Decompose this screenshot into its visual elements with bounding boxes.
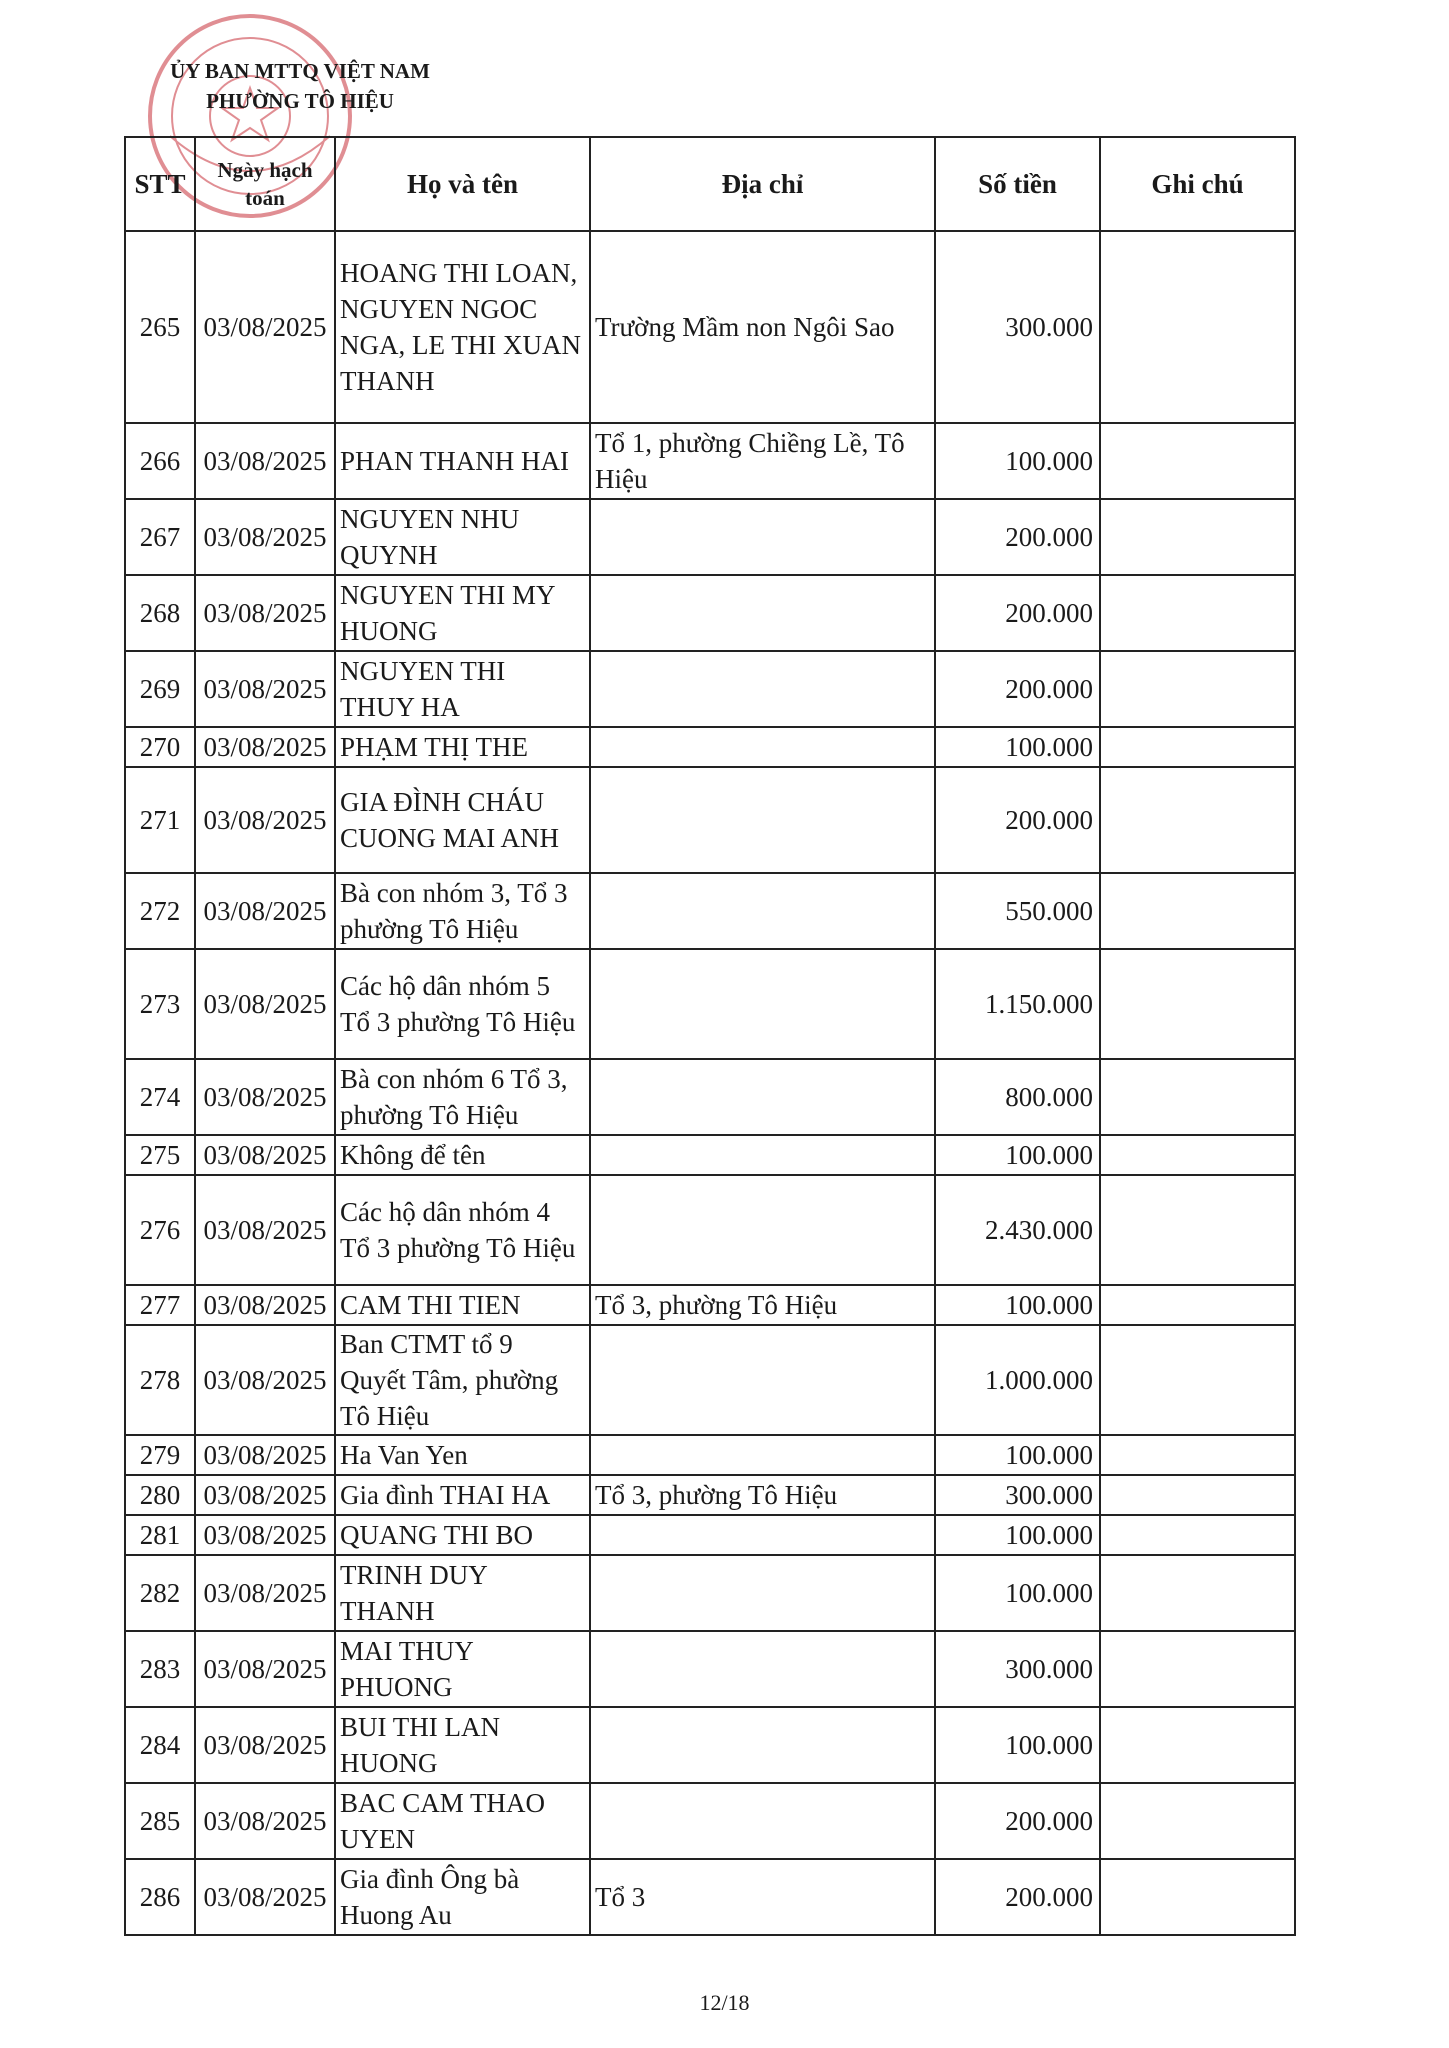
- org-ward: PHƯỜNG TÔ HIỆU: [206, 89, 394, 113]
- cell-date: 03/08/2025: [195, 1135, 335, 1175]
- cell-name: QUANG THI BO: [335, 1515, 590, 1555]
- cell-note: [1100, 1515, 1295, 1555]
- cell-date: 03/08/2025: [195, 1285, 335, 1325]
- cell-amount: 100.000: [935, 423, 1100, 499]
- cell-amount: 200.000: [935, 1859, 1100, 1935]
- cell-name: Bà con nhóm 3, Tổ 3 phường Tô Hiệu: [335, 873, 590, 949]
- cell-name: NGUYEN THI MY HUONG: [335, 575, 590, 651]
- table-row: [125, 1783, 1295, 1859]
- table-row: [125, 231, 1295, 423]
- cell-address: [590, 1783, 935, 1859]
- cell-address: [590, 1435, 935, 1475]
- cell-stt: 284: [125, 1707, 195, 1783]
- cell-stt: 278: [125, 1325, 195, 1435]
- cell-date: 03/08/2025: [195, 767, 335, 873]
- table-row: [125, 499, 1295, 575]
- cell-note: [1100, 1435, 1295, 1475]
- donation-ledger-table: [124, 136, 1296, 1936]
- cell-name: PHẠM THỊ THE: [335, 727, 590, 767]
- table-row: [125, 1475, 1295, 1515]
- cell-amount: 200.000: [935, 651, 1100, 727]
- cell-date: 03/08/2025: [195, 1175, 335, 1285]
- cell-address: [590, 727, 935, 767]
- cell-address: [590, 1135, 935, 1175]
- cell-stt: 273: [125, 949, 195, 1059]
- cell-address: [590, 767, 935, 873]
- cell-name: Các hộ dân nhóm 5 Tổ 3 phường Tô Hiệu: [335, 949, 590, 1059]
- cell-amount: 100.000: [935, 727, 1100, 767]
- cell-stt: 285: [125, 1783, 195, 1859]
- cell-note: [1100, 727, 1295, 767]
- cell-note: [1100, 1707, 1295, 1783]
- cell-name: MAI THUY PHUONG: [335, 1631, 590, 1707]
- cell-note: [1100, 1475, 1295, 1515]
- cell-address: [590, 1631, 935, 1707]
- cell-stt: 266: [125, 423, 195, 499]
- cell-stt: 277: [125, 1285, 195, 1325]
- cell-amount: 300.000: [935, 1475, 1100, 1515]
- cell-stt: 269: [125, 651, 195, 727]
- cell-amount: 100.000: [935, 1285, 1100, 1325]
- cell-stt: 280: [125, 1475, 195, 1515]
- cell-note: [1100, 1135, 1295, 1175]
- cell-date: 03/08/2025: [195, 1631, 335, 1707]
- cell-stt: 268: [125, 575, 195, 651]
- cell-note: [1100, 767, 1295, 873]
- table-row: [125, 1435, 1295, 1475]
- cell-note: [1100, 1555, 1295, 1631]
- page-number: 12/18: [699, 1990, 750, 2015]
- cell-stt: 272: [125, 873, 195, 949]
- cell-date: 03/08/2025: [195, 231, 335, 423]
- table-row: [125, 1325, 1295, 1435]
- cell-amount: 100.000: [935, 1135, 1100, 1175]
- table-row: [125, 727, 1295, 767]
- cell-date: 03/08/2025: [195, 423, 335, 499]
- cell-address: [590, 1325, 935, 1435]
- table-row: [125, 1285, 1295, 1325]
- cell-stt: 282: [125, 1555, 195, 1631]
- column-header-amount: Số tiền: [935, 137, 1100, 231]
- column-header-address: Địa chỉ: [590, 137, 935, 231]
- cell-note: [1100, 423, 1295, 499]
- cell-address: Tổ 3: [590, 1859, 935, 1935]
- table-row: [125, 767, 1295, 873]
- table-row: [125, 1555, 1295, 1631]
- org-name: ỦY BAN MTTQ VIỆT NAM: [170, 59, 430, 83]
- cell-note: [1100, 575, 1295, 651]
- cell-note: [1100, 1859, 1295, 1935]
- cell-date: 03/08/2025: [195, 873, 335, 949]
- cell-amount: 200.000: [935, 1783, 1100, 1859]
- cell-date: 03/08/2025: [195, 1059, 335, 1135]
- cell-address: [590, 651, 935, 727]
- cell-note: [1100, 1059, 1295, 1135]
- cell-name: Bà con nhóm 6 Tổ 3, phường Tô Hiệu: [335, 1059, 590, 1135]
- cell-date: 03/08/2025: [195, 1783, 335, 1859]
- cell-note: [1100, 231, 1295, 423]
- cell-note: [1100, 1175, 1295, 1285]
- column-header-note: Ghi chú: [1100, 137, 1295, 231]
- cell-name: TRINH DUY THANH: [335, 1555, 590, 1631]
- cell-stt: 286: [125, 1859, 195, 1935]
- cell-stt: 267: [125, 499, 195, 575]
- cell-address: [590, 1515, 935, 1555]
- table-row: [125, 651, 1295, 727]
- cell-stt: 279: [125, 1435, 195, 1475]
- cell-name: GIA ĐÌNH CHÁU CUONG MAI ANH: [335, 767, 590, 873]
- cell-name: BUI THI LAN HUONG: [335, 1707, 590, 1783]
- cell-amount: 2.430.000: [935, 1175, 1100, 1285]
- table-row: [125, 1515, 1295, 1555]
- cell-note: [1100, 1783, 1295, 1859]
- table-row: [125, 575, 1295, 651]
- cell-name: Các hộ dân nhóm 4 Tổ 3 phường Tô Hiệu: [335, 1175, 590, 1285]
- cell-address: [590, 873, 935, 949]
- cell-name: Gia đình THAI HA: [335, 1475, 590, 1515]
- cell-address: [590, 1555, 935, 1631]
- cell-name: BAC CAM THAO UYEN: [335, 1783, 590, 1859]
- table-row: [125, 1707, 1295, 1783]
- cell-address: [590, 499, 935, 575]
- cell-date: 03/08/2025: [195, 1859, 335, 1935]
- cell-date: 03/08/2025: [195, 1325, 335, 1435]
- table-header-row: [125, 137, 1295, 231]
- table-row: [125, 423, 1295, 499]
- cell-note: [1100, 499, 1295, 575]
- cell-note: [1100, 1325, 1295, 1435]
- cell-date: 03/08/2025: [195, 499, 335, 575]
- cell-name: HOANG THI LOAN, NGUYEN NGOC NGA, LE THI XUAN THANH: [335, 231, 590, 423]
- cell-name: Ha Van Yen: [335, 1435, 590, 1475]
- cell-date: 03/08/2025: [195, 1515, 335, 1555]
- cell-amount: 550.000: [935, 873, 1100, 949]
- cell-date: 03/08/2025: [195, 651, 335, 727]
- table-row: [125, 1859, 1295, 1935]
- cell-stt: 283: [125, 1631, 195, 1707]
- cell-name: CAM THI TIEN: [335, 1285, 590, 1325]
- cell-note: [1100, 949, 1295, 1059]
- table-row: [125, 873, 1295, 949]
- cell-amount: 300.000: [935, 231, 1100, 423]
- cell-stt: 276: [125, 1175, 195, 1285]
- cell-address: [590, 575, 935, 651]
- cell-date: 03/08/2025: [195, 1707, 335, 1783]
- cell-date: 03/08/2025: [195, 1435, 335, 1475]
- cell-address: Tổ 3, phường Tô Hiệu: [590, 1285, 935, 1325]
- table-row: [125, 1135, 1295, 1175]
- cell-amount: 200.000: [935, 499, 1100, 575]
- cell-date: 03/08/2025: [195, 727, 335, 767]
- cell-stt: 281: [125, 1515, 195, 1555]
- cell-amount: 800.000: [935, 1059, 1100, 1135]
- cell-date: 03/08/2025: [195, 1555, 335, 1631]
- cell-stt: 270: [125, 727, 195, 767]
- cell-stt: 274: [125, 1059, 195, 1135]
- cell-date: 03/08/2025: [195, 575, 335, 651]
- organization-header: [140, 56, 460, 116]
- cell-name: NGUYEN NHU QUYNH: [335, 499, 590, 575]
- cell-note: [1100, 651, 1295, 727]
- table-row: [125, 1631, 1295, 1707]
- cell-date: 03/08/2025: [195, 1475, 335, 1515]
- table-row: [125, 1059, 1295, 1135]
- column-header-name: Họ và tên: [335, 137, 590, 231]
- cell-address: [590, 949, 935, 1059]
- cell-date: 03/08/2025: [195, 949, 335, 1059]
- cell-name: Không để tên: [335, 1135, 590, 1175]
- cell-address: Tổ 3, phường Tô Hiệu: [590, 1475, 935, 1515]
- cell-name: NGUYEN THI THUY HA: [335, 651, 590, 727]
- cell-address: Tổ 1, phường Chiềng Lề, Tô Hiệu: [590, 423, 935, 499]
- cell-note: [1100, 1285, 1295, 1325]
- table-body: [125, 231, 1295, 1935]
- cell-note: [1100, 873, 1295, 949]
- cell-amount: 100.000: [935, 1555, 1100, 1631]
- cell-name: PHAN THANH HAI: [335, 423, 590, 499]
- cell-name: Ban CTMT tổ 9 Quyết Tâm, phường Tô Hiệu: [335, 1325, 590, 1435]
- table-row: [125, 949, 1295, 1059]
- cell-amount: 100.000: [935, 1515, 1100, 1555]
- column-header-stt: STT: [125, 137, 195, 231]
- cell-stt: 275: [125, 1135, 195, 1175]
- cell-address: [590, 1059, 935, 1135]
- cell-name: Gia đình Ông bà Huong Au: [335, 1859, 590, 1935]
- cell-amount: 100.000: [935, 1435, 1100, 1475]
- cell-note: [1100, 1631, 1295, 1707]
- column-header-date: Ngày hạch toán: [195, 137, 335, 231]
- cell-address: [590, 1175, 935, 1285]
- cell-address: [590, 1707, 935, 1783]
- cell-amount: 300.000: [935, 1631, 1100, 1707]
- cell-stt: 271: [125, 767, 195, 873]
- cell-amount: 200.000: [935, 767, 1100, 873]
- cell-amount: 1.150.000: [935, 949, 1100, 1059]
- cell-amount: 1.000.000: [935, 1325, 1100, 1435]
- cell-amount: 200.000: [935, 575, 1100, 651]
- cell-amount: 100.000: [935, 1707, 1100, 1783]
- table-row: [125, 1175, 1295, 1285]
- cell-address: Trường Mầm non Ngôi Sao: [590, 231, 935, 423]
- cell-stt: 265: [125, 231, 195, 423]
